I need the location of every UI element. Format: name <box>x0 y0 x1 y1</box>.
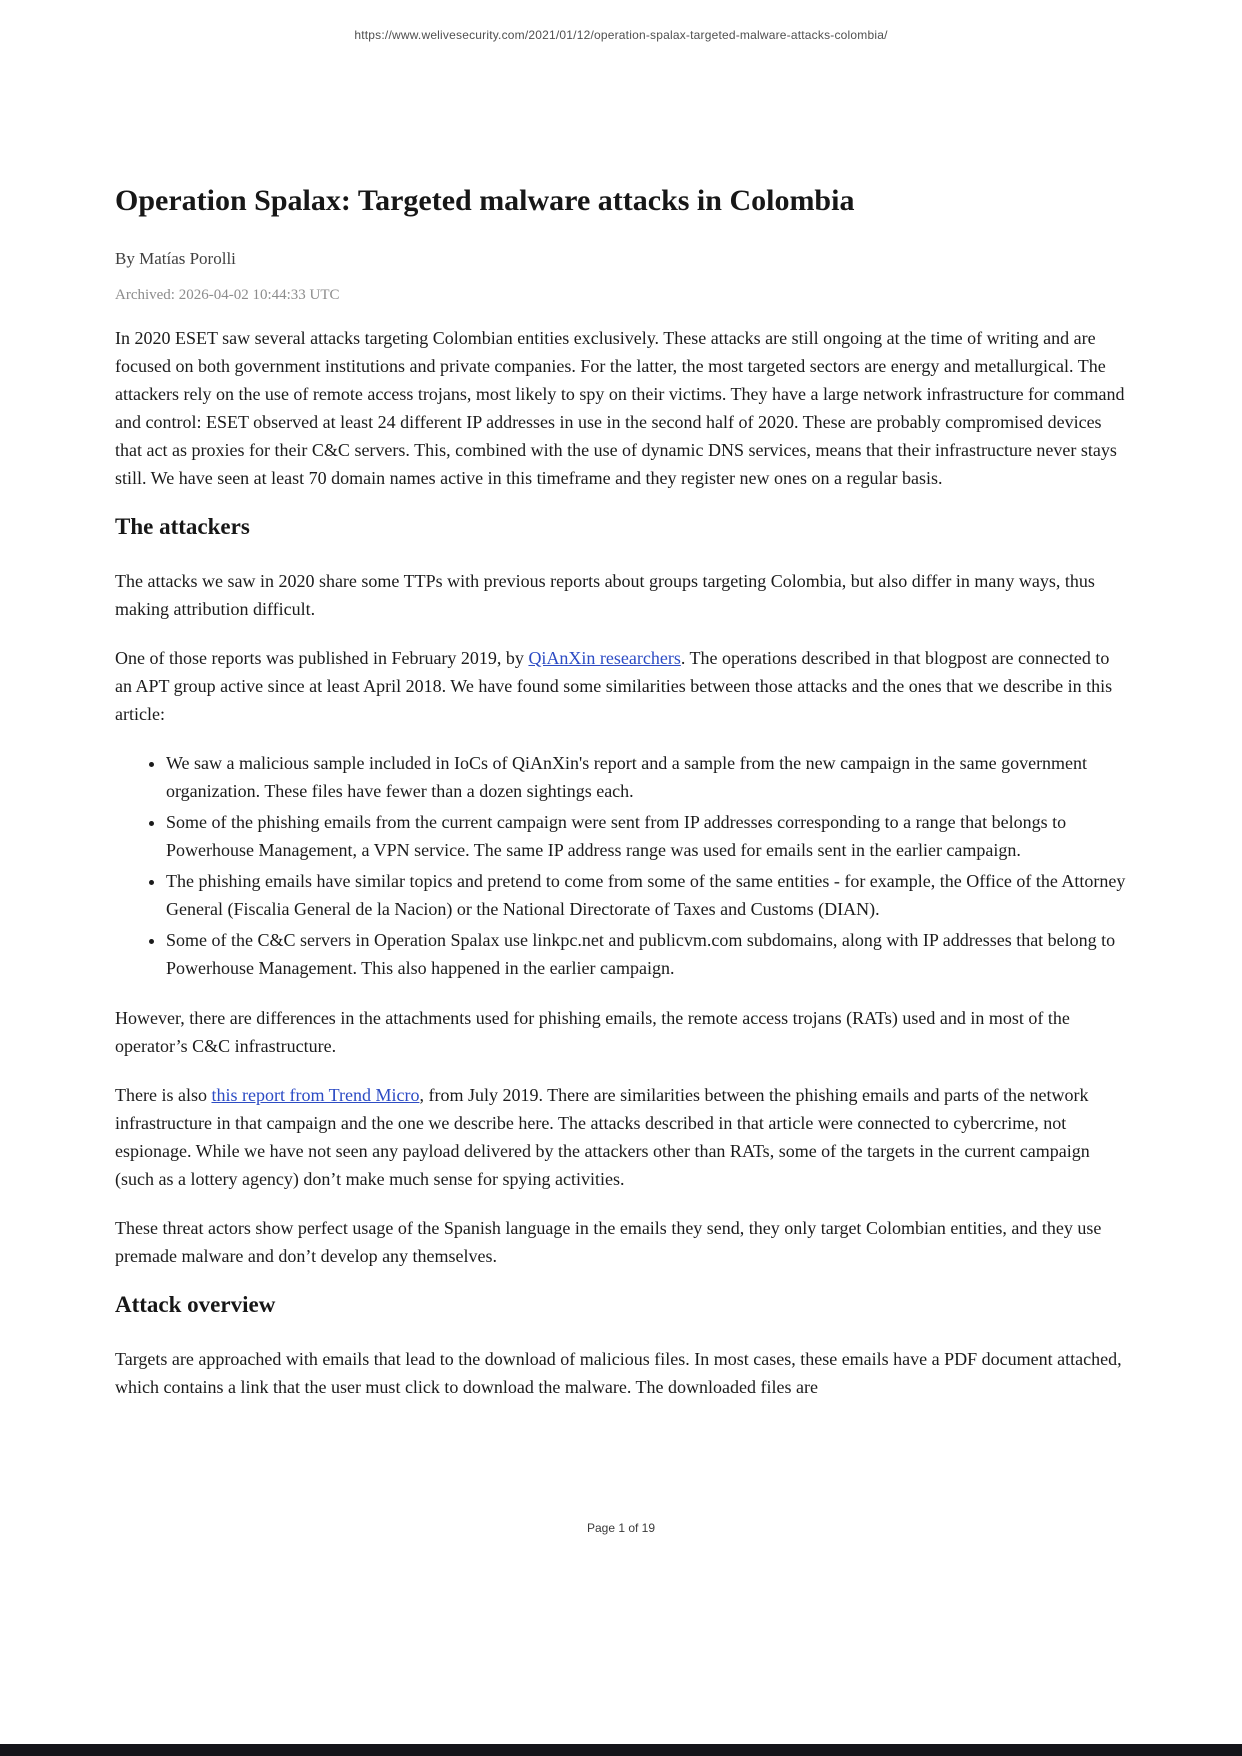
list-item: • Some of the phishing emails from the current campaign were sent from IP addresses corresponding to a range that belongs to Powerhouse Management, a VPN service. The same IP address range was used for emails sent in the earlier campaign. <box>166 808 1127 864</box>
list-item: • The phishing emails have similar topics and pretend to come from some of the same entities - for example, the Office of the Attorney General (Fiscalia General de la Nacion) or the National Directorate of Taxes and Customs (DIAN). <box>166 867 1127 923</box>
bottom-bar <box>0 1744 1242 1756</box>
paragraph-ttps: The attacks we saw in 2020 share some TTPs with previous reports about groups targeting Colombia, but also differ in many ways, thus making attribution difficult. <box>115 571 1095 619</box>
intro-paragraph: In 2020 ESET saw several attacks targeting Colombian entities exclusively. These attacks are still ongoing at the time of writing and are focused on both government institutions and private companies. For the latter, the most targeted sectors are energy and metallurgical. The attackers rely on the use of remote access trojans, most likely to spy on their victims. They have a large network infrastructure for command and control: ESET observed at least 24 different IP addresses in use in the second half of 2020. These are probably compromised devices that act as proxies for their C&C servers. This, combined with the use of dynamic DNS services, means that their infrastructure never stays still. We have seen at least 70 domain names active in this timeframe and they register new ones on a regular basis. <box>115 328 1125 488</box>
qianxin-researchers-link[interactable]: QiAnXin researchers <box>528 648 681 668</box>
text-segment: . The operations described in that blogpost are connected to an APT group active since at least April 2018. We have found some similarities between those attacks and the ones that we describe in this article: <box>115 648 1113 724</box>
archived-timestamp: Archived: 2026-04-02 10:44:33 UTC <box>115 287 340 303</box>
section-heading-attack-overview: Attack overview <box>115 1292 276 1317</box>
trend-micro-report-link[interactable]: this report from Trend Micro <box>211 1085 420 1105</box>
list-item: • Some of the C&C servers in Operation Spalax use linkpc.net and publicvm.com subdomains, along with IP addresses that belong to Powerhouse Management. This also happened in the earlier campaign. <box>166 926 1127 982</box>
text-segment: There is also <box>115 1085 212 1105</box>
text-segment: , from July 2019. There are similarities between the phishing emails and parts of the network infrastructure in that campaign and the one we describe here. The attacks described in that article were connected to cybercrime, not espionage. While we have not seen any payload delivered by the attackers other than RATs, some of the targets in the current campaign (such as a lottery agency) don’t make much sense for spying activities. <box>115 1085 1090 1189</box>
page-number: Page 1 of 19 <box>586 1521 656 1535</box>
byline: By Matías Porolli <box>115 249 236 268</box>
article-content <box>115 183 1127 1422</box>
page-url: https://www.welivesecurity.com/2021/01/12/operation-spalax-targeted-malware-attacks-colombia/ <box>354 28 888 42</box>
paragraph-trendmicro <box>115 1081 1127 1193</box>
paragraph-qianxin <box>115 644 1127 728</box>
section-heading-attackers: The attackers <box>115 514 250 539</box>
paragraph-threat-actors: These threat actors show perfect usage of the Spanish language in the emails they send, they only target Colombian entities, and they use premade malware and don’t develop any themselves. <box>115 1218 1102 1266</box>
paragraph-differences: However, there are differences in the attachments used for phishing emails, the remote access trojans (RATs) used and in most of the operator’s C&C infrastructure. <box>115 1008 1070 1056</box>
list-item: • We saw a malicious sample included in IoCs of QiAnXin's report and a sample from the new campaign in the same government organization. These files have fewer than a dozen sightings each. <box>166 749 1127 805</box>
page-title: Operation Spalax: Targeted malware attacks in Colombia <box>115 184 855 217</box>
paragraph-attack-overview: Targets are approached with emails that lead to the download of malicious files. In most cases, these emails have a PDF document attached, which contains a link that the user must click to download the malware. The downloaded files are <box>115 1349 1122 1397</box>
similarities-list <box>115 749 1127 982</box>
text-segment: One of those reports was published in February 2019, by <box>115 648 529 668</box>
